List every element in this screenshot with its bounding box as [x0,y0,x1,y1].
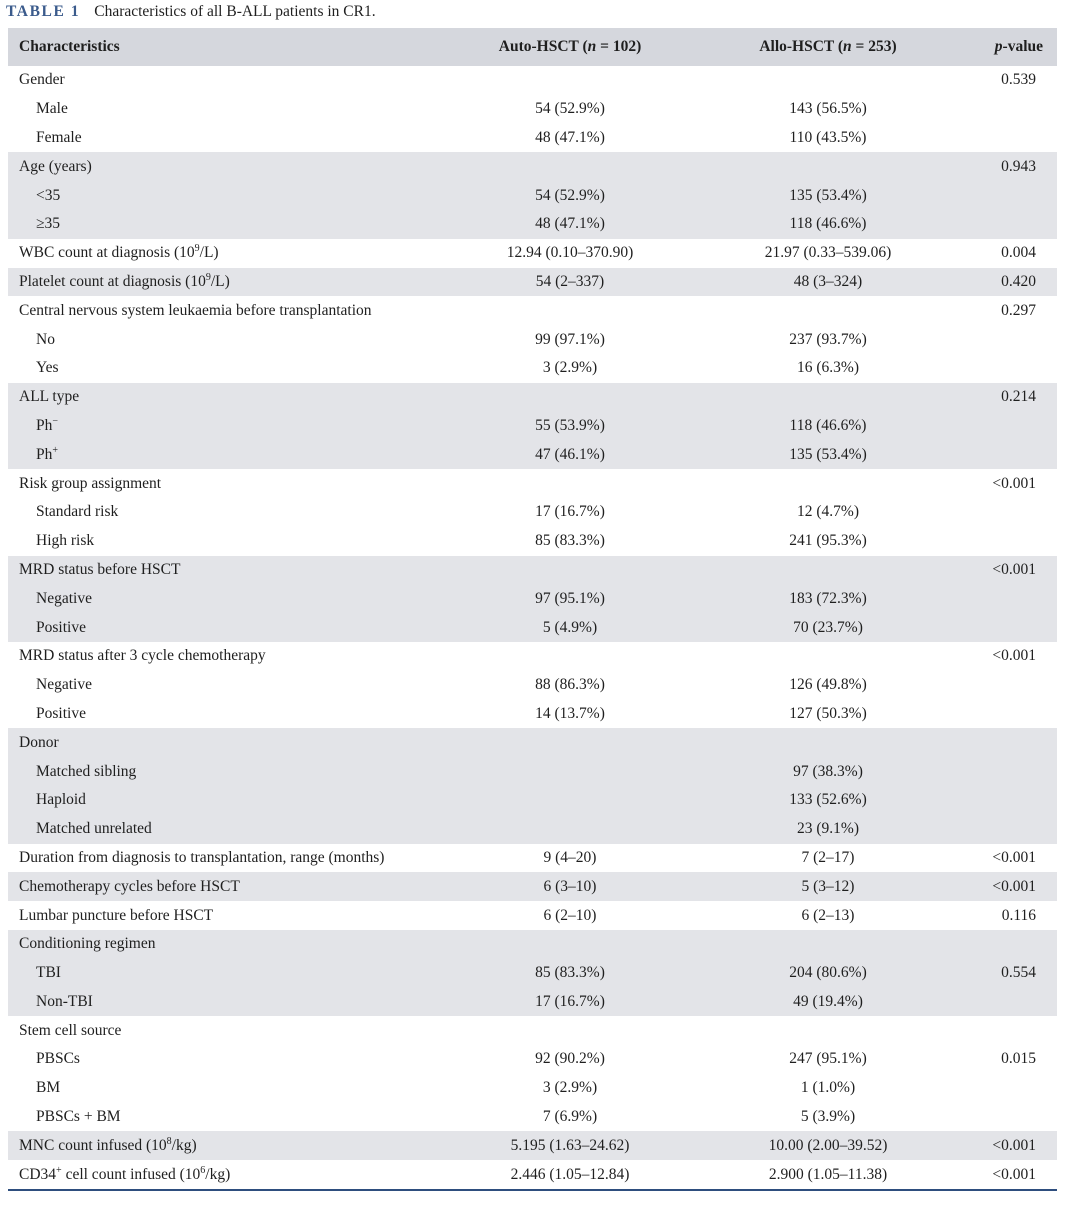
row-label-text: MRD status after 3 cycle chemotherapy [19,647,266,665]
row-allo-hsct-value: 70 (23.7%) [699,613,957,642]
row-label [8,844,441,873]
row-allo-hsct-value: 204 (80.6%) [699,959,957,988]
row-allo-hsct-value: 16 (6.3%) [797,359,859,377]
row-p-value: <0.001 [992,1165,1036,1183]
row-label-text: Matched unrelated [36,820,152,838]
row-p-value [957,584,1057,613]
row-p-value [957,815,1057,844]
table-caption [6,0,376,26]
row-label [8,930,441,959]
row-label [8,584,441,613]
row-label-text: Haploid [36,791,86,809]
row-label-suffix: /L) [199,244,219,262]
row-p-value [957,1016,1057,1045]
row-p-value [957,786,1057,815]
row-allo-hsct-value: 10.00 (2.00–39.52) [699,1131,957,1160]
row-label [8,296,441,325]
row-label [8,325,441,354]
table-row [8,556,1057,585]
row-label-text: ALL type [19,388,80,406]
header-auto-prefix: Auto-HSCT ( [498,38,588,55]
row-p-value [957,181,1057,210]
row-allo-hsct-value: 2.900 (1.05–11.38) [768,1165,888,1183]
row-label-text: High risk [36,532,95,550]
row-allo-hsct-value: 7 (2–17) [801,848,855,866]
table-row [8,642,1057,671]
table-row [8,124,1057,153]
table-row [8,268,1057,297]
table-row [8,181,1057,210]
row-label-superscript: 6 [200,1164,206,1176]
row-allo-hsct-value: 21.97 (0.33–539.06) [764,244,892,262]
row-p-value: 0.420 [957,268,1057,297]
row-allo-hsct-value: 135 (53.4%) [699,181,957,210]
table-row [8,412,1057,441]
row-allo-hsct-value: 237 (93.7%) [789,330,867,348]
row-auto-hsct-value: 88 (86.3%) [535,676,605,694]
row-label-text: Conditioning regimen [19,935,156,953]
row-allo-hsct-value [699,1016,957,1045]
row-p-value [957,988,1057,1017]
row-label-suffix: /kg) [171,1136,197,1154]
row-auto-hsct-value [441,556,699,585]
row-allo-hsct-value: 126 (49.8%) [789,676,867,694]
row-label [8,1016,441,1045]
row-label-text: Central nervous system leukaemia before transplantation [19,301,372,319]
row-allo-hsct-value [699,930,957,959]
row-label [8,354,441,383]
row-label [8,527,441,556]
row-label-text: Age (years) [19,157,92,175]
table-row [8,1045,1057,1074]
row-auto-hsct-value: 12.94 (0.10–370.90) [506,244,634,262]
table-row [8,383,1057,412]
row-label [8,959,441,988]
row-p-value [957,95,1057,124]
row-label [8,757,441,786]
row-label-text: <35 [36,186,61,204]
row-p-value [957,124,1057,153]
row-label-text: Standard risk [36,503,119,521]
row-label-text: Negative [36,676,92,694]
row-allo-hsct-value: 6 (2–13) [801,906,855,924]
row-p-value: <0.001 [957,872,1057,901]
header-auto-hsct [441,28,699,66]
row-auto-hsct-value: 85 (83.3%) [441,959,699,988]
row-p-value: 0.297 [1001,301,1036,319]
table-header-row [8,28,1057,66]
row-label-text: Risk group assignment [19,474,162,492]
header-auto-suffix: = 102) [596,38,642,55]
table-row [8,210,1057,239]
row-allo-hsct-value: 133 (52.6%) [699,786,957,815]
row-allo-hsct-value: 5 (3.9%) [800,1108,856,1126]
row-auto-hsct-value: 48 (47.1%) [441,210,699,239]
row-allo-hsct-value: 143 (56.5%) [789,100,867,118]
table-row [8,901,1057,930]
row-allo-hsct-value: 241 (95.3%) [789,532,867,550]
row-allo-hsct-value: 118 (46.6%) [699,412,957,441]
row-p-value [957,527,1057,556]
row-label [8,181,441,210]
table-row [8,584,1057,613]
row-label-text: Ph [36,416,53,434]
row-auto-hsct-value: 97 (95.1%) [441,584,699,613]
row-label-text: BM [36,1079,61,1097]
row-label-superscript: 9 [194,243,200,255]
row-auto-hsct-value: 54 (52.9%) [441,181,699,210]
row-label-text: Platelet count at diagnosis (10 [19,272,206,290]
row-label-text: Lumbar puncture before HSCT [19,906,214,924]
row-p-value: 0.539 [1001,71,1036,89]
row-p-value [957,671,1057,700]
row-label-superscript: 8 [166,1135,172,1147]
row-p-value: 0.015 [1001,1050,1036,1068]
row-label [8,815,441,844]
row-label-text: Matched sibling [36,762,137,780]
row-auto-hsct-value: 85 (83.3%) [535,532,605,550]
header-allo-prefix: Allo-HSCT ( [759,38,844,55]
row-label-text: Positive [36,618,86,636]
row-label-text: MRD status before HSCT [19,560,181,578]
row-label-text: Duration from diagnosis to transplantation, range (months) [19,848,385,866]
row-allo-hsct-value: 247 (95.1%) [789,1050,867,1068]
row-label [8,66,441,95]
table-row [8,930,1057,959]
row-allo-hsct-value: 23 (9.1%) [699,815,957,844]
row-label-suffix: /L) [210,272,230,290]
row-p-value [957,1074,1057,1103]
row-label-suffix: cell count infused (10 [61,1165,201,1183]
row-allo-hsct-value [699,728,957,757]
row-label-text: Yes [36,359,59,377]
row-label [8,671,441,700]
row-p-value: <0.001 [992,474,1036,492]
table-row [8,1103,1057,1132]
table-row [8,786,1057,815]
row-p-value [957,728,1057,757]
row-allo-hsct-value: 110 (43.5%) [789,128,867,146]
row-label-text: ≥35 [36,215,61,233]
row-p-value: 0.004 [1001,244,1036,262]
header-allo-suffix: = 253) [851,38,897,55]
row-auto-hsct-value [441,469,699,498]
row-label-text: PBSCs + BM [36,1108,121,1126]
row-allo-hsct-value: 12 (4.7%) [797,503,859,521]
row-auto-hsct-value: 3 (2.9%) [542,1079,598,1097]
table-body [8,66,1057,1189]
row-label-text: Non-TBI [36,992,93,1010]
row-allo-hsct-value [699,383,957,412]
row-p-value [957,1103,1057,1132]
row-auto-hsct-value: 17 (16.7%) [441,988,699,1017]
row-label [8,210,441,239]
row-label-text: Ph [36,445,53,463]
row-label-text: CD34 [19,1165,57,1183]
table-row [8,498,1057,527]
row-p-value [957,440,1057,469]
row-label-text: Male [36,100,68,118]
table-row [8,757,1057,786]
row-p-value: <0.001 [992,848,1036,866]
row-label [8,728,441,757]
row-auto-hsct-value: 3 (2.9%) [542,359,598,377]
row-label-text: Female [36,128,82,146]
row-p-value [957,210,1057,239]
row-p-value [957,930,1057,959]
header-p-value [957,28,1057,66]
row-auto-hsct-value [441,757,699,786]
row-auto-hsct-value [441,786,699,815]
row-label-superscript: + [56,1164,62,1176]
table-row [8,844,1057,873]
row-label [8,152,441,181]
row-auto-hsct-value: 55 (53.9%) [441,412,699,441]
table-caption-label: TABLE 1 [6,3,81,20]
row-label [8,268,441,297]
row-auto-hsct-value: 48 (47.1%) [535,128,605,146]
row-auto-hsct-value [441,815,699,844]
row-allo-hsct-value [699,66,957,95]
row-label-superscript: + [52,444,59,456]
row-label [8,901,441,930]
row-label [8,469,441,498]
row-label-text: Stem cell source [19,1021,122,1039]
row-label-text: Donor [19,733,59,751]
row-p-value: 0.554 [957,959,1057,988]
row-allo-hsct-value: 5 (3–12) [699,872,957,901]
row-allo-hsct-value: 48 (3–324) [699,268,957,297]
row-auto-hsct-value: 54 (52.9%) [535,100,605,118]
row-auto-hsct-value: 7 (6.9%) [542,1108,598,1126]
row-label [8,412,441,441]
row-label [8,1160,441,1189]
row-p-value [957,354,1057,383]
row-auto-hsct-value: 14 (13.7%) [535,704,605,722]
row-p-value: 0.116 [1001,906,1036,924]
row-label [8,1074,441,1103]
row-label [8,498,441,527]
header-p-italic: p [994,38,1003,55]
row-allo-hsct-value [699,296,957,325]
table-row [8,296,1057,325]
row-label [8,872,441,901]
row-label [8,95,441,124]
row-p-value [957,613,1057,642]
row-auto-hsct-value: 17 (16.7%) [535,503,605,521]
table-row [8,354,1057,383]
row-auto-hsct-value [441,1016,699,1045]
row-auto-hsct-value [441,642,699,671]
table-row [8,728,1057,757]
row-auto-hsct-value: 9 (4–20) [543,848,597,866]
row-label-text: WBC count at diagnosis (10 [19,244,195,262]
table-row [8,469,1057,498]
row-auto-hsct-value: 2.446 (1.05–12.84) [510,1165,630,1183]
table-bottom-rule [8,1189,1057,1191]
row-allo-hsct-value: 97 (38.3%) [699,757,957,786]
row-auto-hsct-value: 5.195 (1.63–24.62) [441,1131,699,1160]
row-allo-hsct-value: 135 (53.4%) [699,440,957,469]
row-label-suffix: /kg) [205,1165,231,1183]
row-label [8,1045,441,1074]
header-characteristics: Characteristics [8,28,441,66]
row-label-text: Positive [36,704,86,722]
row-label-text: Chemotherapy cycles before HSCT [19,877,240,895]
header-allo-hsct [699,28,957,66]
table-row [8,239,1057,268]
header-p-suffix: -value [1002,38,1043,55]
row-auto-hsct-value: 92 (90.2%) [535,1050,605,1068]
row-p-value [957,325,1057,354]
row-auto-hsct-value: 5 (4.9%) [441,613,699,642]
table-row [8,1016,1057,1045]
row-auto-hsct-value [441,383,699,412]
characteristics-table [8,28,1057,1189]
table-row [8,66,1057,95]
table-row [8,1160,1057,1189]
table-row [8,1131,1057,1160]
row-label [8,239,441,268]
header-allo-n: n [843,38,852,55]
row-label-text: PBSCs [36,1050,80,1068]
row-auto-hsct-value [441,728,699,757]
row-label [8,556,441,585]
table-row [8,700,1057,729]
table-row [8,527,1057,556]
row-p-value: 0.943 [957,152,1057,181]
row-label-superscript: 9 [205,271,211,283]
row-p-value [957,700,1057,729]
row-label [8,988,441,1017]
row-auto-hsct-value: 99 (97.1%) [535,330,605,348]
row-auto-hsct-value [441,296,699,325]
row-auto-hsct-value [441,930,699,959]
table-row [8,440,1057,469]
row-auto-hsct-value [441,152,699,181]
table-caption-text: Characteristics of all B-ALL patients in CR1. [94,3,376,20]
row-allo-hsct-value [699,556,957,585]
row-auto-hsct-value [441,66,699,95]
row-label [8,1131,441,1160]
row-auto-hsct-value: 6 (3–10) [441,872,699,901]
row-p-value: <0.001 [992,647,1036,665]
row-allo-hsct-value [699,152,957,181]
table-row [8,1074,1057,1103]
row-label [8,700,441,729]
row-p-value: <0.001 [957,556,1057,585]
row-label [8,383,441,412]
table-row [8,815,1057,844]
table-row [8,613,1057,642]
row-label-text: TBI [36,964,61,982]
row-auto-hsct-value: 6 (2–10) [543,906,597,924]
table-row [8,152,1057,181]
row-auto-hsct-value: 47 (46.1%) [441,440,699,469]
row-label [8,124,441,153]
row-label [8,786,441,815]
row-label [8,440,441,469]
row-p-value: 0.214 [957,383,1057,412]
row-label-text: No [36,330,55,348]
row-allo-hsct-value: 183 (72.3%) [699,584,957,613]
row-label-text: Gender [19,71,65,89]
row-auto-hsct-value: 54 (2–337) [441,268,699,297]
row-allo-hsct-value: 118 (46.6%) [699,210,957,239]
row-p-value: <0.001 [957,1131,1057,1160]
table-row [8,959,1057,988]
row-label [8,1103,441,1132]
table-row [8,325,1057,354]
row-label-superscript: − [52,415,59,427]
row-allo-hsct-value [699,469,957,498]
row-allo-hsct-value: 49 (19.4%) [699,988,957,1017]
table-row [8,671,1057,700]
row-p-value [957,412,1057,441]
row-label [8,642,441,671]
row-p-value [957,757,1057,786]
row-allo-hsct-value [699,642,957,671]
row-allo-hsct-value: 1 (1.0%) [800,1079,856,1097]
table-row [8,988,1057,1017]
row-label [8,613,441,642]
row-label-text: MNC count infused (10 [19,1136,167,1154]
row-allo-hsct-value: 127 (50.3%) [789,704,867,722]
table-row [8,872,1057,901]
row-label-text: Negative [36,589,92,607]
table-row [8,95,1057,124]
row-p-value [957,498,1057,527]
header-auto-n: n [587,38,597,55]
